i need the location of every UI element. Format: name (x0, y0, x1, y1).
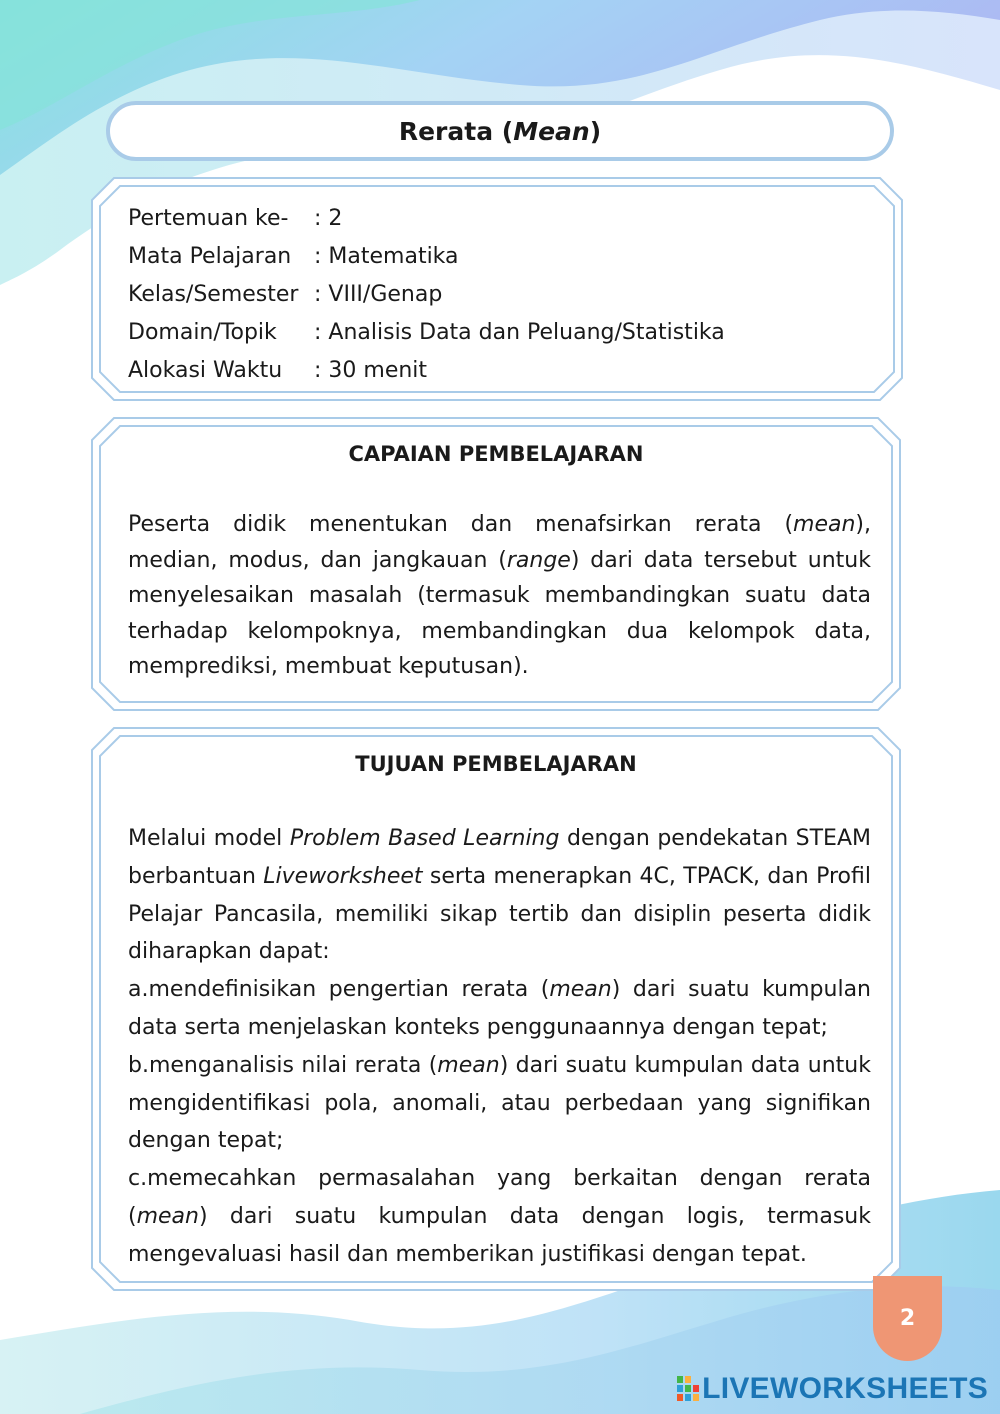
tujuan-text (128, 820, 871, 1274)
text-segment: serta menerapkan 4C, TPACK, dan Profil Pelajar Pancasila, memiliki sikap tertib dan disiplin peserta didik diharapkan dapat: (128, 863, 871, 965)
info-label: Domain/Topik (128, 320, 277, 345)
text-segment: ) dari suatu kumpulan data serta menjelaskan konteks penggunaannya dengan tepat; (128, 977, 871, 1040)
info-value: : 2 (314, 206, 343, 231)
info-value: : Analisis Data dan Peluang/Statistika (314, 320, 725, 345)
text-segment: Peserta didik menentukan dan menafsirkan rerata ( (128, 512, 794, 537)
italic-term: range (506, 547, 571, 573)
italic-term: mean (793, 512, 856, 537)
text-segment: a.mendefinisikan pengertian rerata ( (128, 977, 550, 1003)
tujuan-intro (128, 820, 871, 971)
text-segment: b.menganalisis nilai rerata ( (128, 1052, 438, 1078)
italic-term: mean (549, 977, 612, 1003)
italic-term: mean (136, 1203, 199, 1229)
liveworksheets-logo-icon (677, 1376, 699, 1402)
liveworksheets-logo[interactable] (677, 1368, 988, 1410)
italic-term: Problem Based Learning (289, 826, 560, 851)
title-text: Rerata ( (398, 116, 514, 146)
brand-text: LIVEWORKSHEETS (702, 1372, 988, 1405)
info-label: Pertemuan ke- (128, 206, 289, 231)
tujuan-item-c (128, 1160, 871, 1273)
identity-info-box (92, 178, 902, 400)
info-value: : VIII/Genap (314, 282, 443, 307)
tujuan-pembelajaran-box (92, 728, 900, 1290)
page-number: 2 (899, 1306, 916, 1331)
page-title (106, 101, 894, 161)
info-value: : Matematika (314, 244, 459, 269)
text-segment: dengan pendekatan STEAM berbantuan (128, 826, 871, 889)
info-row (128, 314, 725, 352)
info-row (128, 352, 725, 390)
info-label: Mata Pelajaran (128, 244, 292, 269)
italic-term: Liveworksheet (263, 863, 423, 889)
tujuan-heading: TUJUAN PEMBELAJARAN (355, 752, 637, 776)
capaian-heading: CAPAIAN PEMBELAJARAN (348, 442, 644, 466)
info-list (128, 200, 725, 390)
text-segment: ) dari data tersebut untuk menyelesaikan masalah (termasuk membandingkan suatu data terhadap kelompoknya, membandingkan dua kelompok data, memprediksi, membuat keputusan). (128, 547, 871, 679)
title-italic-text: Mean (513, 116, 590, 146)
info-value: : 30 menit (314, 358, 428, 383)
page-number-tab (873, 1276, 942, 1361)
text-segment: Melalui model (128, 826, 290, 851)
capaian-text (128, 507, 871, 685)
info-row (128, 200, 725, 238)
text-segment: ) dari suatu kumpulan data untuk mengidentifikasi pola, anomali, atau perbedaan yang signifikan dengan tepat; (128, 1052, 871, 1154)
info-label: Kelas/Semester (128, 282, 299, 307)
italic-term: mean (437, 1052, 500, 1078)
title-close-paren: ) (589, 116, 602, 146)
info-row (128, 276, 725, 314)
text-segment: ), median, modus, dan jangkauan ( (128, 512, 871, 573)
info-row (128, 238, 725, 276)
text-segment: ) dari suatu kumpulan data dengan logis, termasuk mengevaluasi hasil dan memberikan justifikasi dengan tepat. (128, 1203, 871, 1267)
tujuan-item-a (128, 971, 871, 1047)
text-segment: c.memecahkan permasalahan yang berkaitan dengan rerata ( (128, 1166, 871, 1229)
capaian-paragraph (128, 507, 871, 685)
tujuan-item-b (128, 1047, 871, 1160)
capaian-pembelajaran-box (92, 418, 900, 710)
info-label: Alokasi Waktu (128, 358, 283, 383)
